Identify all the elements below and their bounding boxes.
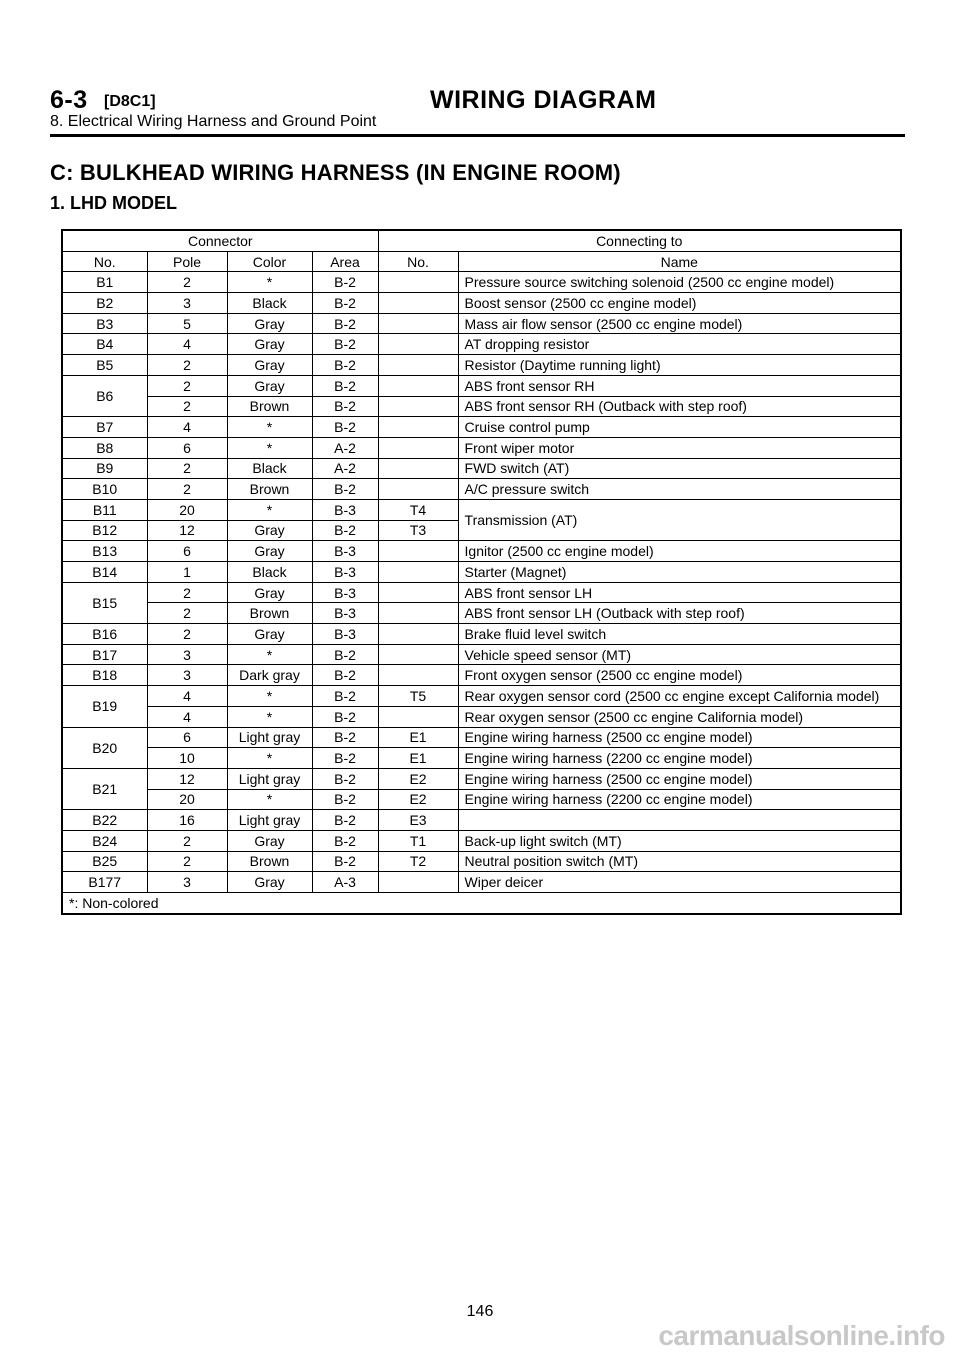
cell-area: A-2 [312,458,378,479]
cell-no: B3 [62,313,147,334]
header-title: WIRING DIAGRAM [430,86,657,114]
table-row [62,872,901,893]
col-header-color: Color [227,251,312,272]
cell-no: B6 [62,375,147,416]
cell-name: Pressure source switching solenoid (2500 cc engine model) [458,272,901,293]
cell-no: B18 [62,665,147,686]
cell-color: * [227,272,312,293]
cell-name: ABS front sensor RH [458,375,901,396]
cell-color: Gray [227,313,312,334]
cell-no: B177 [62,872,147,893]
cell-color: Brown [227,603,312,624]
cell-area: B-3 [312,603,378,624]
table-row [62,499,901,520]
table-row [62,706,901,727]
col-header-area: Area [312,251,378,272]
cell-area: B-2 [312,810,378,831]
table-row [62,375,901,396]
cell-name: FWD switch (AT) [458,458,901,479]
table-row [62,768,901,789]
table-row [62,665,901,686]
cell-connect-no [378,334,458,355]
cell-color: Light gray [227,727,312,748]
cell-area: B-3 [312,562,378,583]
cell-name: Cruise control pump [458,417,901,438]
harness-table [61,229,902,915]
page-header [50,86,905,136]
cell-area: B-2 [312,830,378,851]
cell-area: B-2 [312,334,378,355]
table-row [62,748,901,769]
cell-connect-no: T2 [378,851,458,872]
cell-name: Neutral position switch (MT) [458,851,901,872]
cell-name: Transmission (AT) [458,499,901,540]
cell-no: B24 [62,830,147,851]
cell-color: Gray [227,355,312,376]
cell-name: Back-up light switch (MT) [458,830,901,851]
cell-connect-no [378,375,458,396]
cell-name: Boost sensor (2500 cc engine model) [458,293,901,314]
col-header-name: Name [458,251,901,272]
cell-connect-no: E2 [378,768,458,789]
table-row [62,541,901,562]
cell-color: Black [227,458,312,479]
cell-connect-no: E3 [378,810,458,831]
cell-color: * [227,644,312,665]
cell-name: Rear oxygen sensor cord (2500 cc engine except California model) [458,686,901,707]
cell-color: * [227,789,312,810]
cell-area: B-2 [312,748,378,769]
cell-color: * [227,499,312,520]
table-row [62,313,901,334]
cell-color: Gray [227,541,312,562]
cell-name: Engine wiring harness (2500 cc engine model) [458,768,901,789]
group-header-row [62,230,901,251]
watermark: carmanualsonline.info [658,1320,945,1351]
cell-pole: 6 [147,437,227,458]
table-row [62,851,901,872]
cell-name: Engine wiring harness (2500 cc engine model) [458,727,901,748]
table-note-row [62,893,901,914]
table-row [62,458,901,479]
cell-pole: 4 [147,706,227,727]
cell-no: B13 [62,541,147,562]
cell-pole: 5 [147,313,227,334]
cell-area: B-3 [312,541,378,562]
cell-name: ABS front sensor LH (Outback with step roof) [458,603,901,624]
cell-pole: 20 [147,789,227,810]
cell-color: Black [227,562,312,583]
cell-connect-no: T5 [378,686,458,707]
cell-pole: 3 [147,872,227,893]
cell-color: Brown [227,479,312,500]
table-row [62,437,901,458]
cell-connect-no [378,624,458,645]
connecting-group-header: Connecting to [378,230,901,251]
cell-connect-no: E1 [378,748,458,769]
cell-pole: 6 [147,727,227,748]
section-code: [D8C1] [104,93,156,110]
table-row [62,582,901,603]
cell-connect-no [378,872,458,893]
cell-connect-no [378,665,458,686]
cell-pole: 2 [147,479,227,500]
cell-area: B-2 [312,417,378,438]
page-number: 146 [466,1303,494,1320]
cell-pole: 3 [147,293,227,314]
cell-pole: 3 [147,644,227,665]
cell-color: * [227,706,312,727]
cell-no: B4 [62,334,147,355]
cell-connect-no [378,479,458,500]
cell-color: Gray [227,872,312,893]
cell-color: Brown [227,851,312,872]
cell-name: Brake fluid level switch [458,624,901,645]
cell-no: B10 [62,479,147,500]
cell-area: B-2 [312,851,378,872]
cell-area: B-2 [312,375,378,396]
table-row [62,810,901,831]
cell-no: B17 [62,644,147,665]
cell-no: B12 [62,520,147,541]
cell-no: B15 [62,582,147,623]
cell-connect-no [378,541,458,562]
cell-area: B-2 [312,293,378,314]
cell-connect-no [378,437,458,458]
cell-name: Front wiper motor [458,437,901,458]
table-row [62,603,901,624]
cell-area: B-2 [312,686,378,707]
connector-group-header: Connector [62,230,378,251]
cell-connect-no [378,313,458,334]
cell-pole: 2 [147,272,227,293]
table-row [62,396,901,417]
cell-area: B-2 [312,644,378,665]
cell-pole: 12 [147,768,227,789]
cell-pole: 4 [147,334,227,355]
cell-no: B9 [62,458,147,479]
col-header-connect-no: No. [378,251,458,272]
table-row [62,789,901,810]
cell-pole: 2 [147,355,227,376]
cell-no: B16 [62,624,147,645]
cell-name: ABS front sensor LH [458,582,901,603]
table-row [62,830,901,851]
cell-connect-no [378,458,458,479]
cell-connect-no [378,355,458,376]
cell-area: B-3 [312,624,378,645]
cell-connect-no [378,644,458,665]
cell-pole: 2 [147,624,227,645]
cell-pole: 4 [147,686,227,707]
cell-name: Starter (Magnet) [458,562,901,583]
cell-no: B5 [62,355,147,376]
cell-name: Wiper deicer [458,872,901,893]
column-header-row [62,251,901,272]
cell-pole: 2 [147,396,227,417]
cell-connect-no: E2 [378,789,458,810]
cell-area: A-2 [312,437,378,458]
cell-no: B21 [62,768,147,809]
cell-pole: 2 [147,582,227,603]
cell-no: B20 [62,727,147,768]
cell-connect-no [378,396,458,417]
table-footnote: *: Non-colored [62,893,901,914]
table-row [62,272,901,293]
cell-connect-no: T1 [378,830,458,851]
table-row [62,355,901,376]
cell-pole: 1 [147,562,227,583]
page-heading: C: BULKHEAD WIRING HARNESS (IN ENGINE ROOM) [50,160,621,185]
cell-pole: 2 [147,603,227,624]
cell-connect-no: T3 [378,520,458,541]
cell-pole: 3 [147,665,227,686]
header-rule [50,134,905,137]
cell-name [458,810,901,831]
cell-color: Gray [227,334,312,355]
cell-color: Light gray [227,810,312,831]
table-row [62,624,901,645]
cell-no: B14 [62,562,147,583]
cell-pole: 10 [147,748,227,769]
cell-color: Gray [227,520,312,541]
table-row [62,417,901,438]
cell-area: B-2 [312,479,378,500]
cell-color: Light gray [227,768,312,789]
cell-connect-no [378,582,458,603]
cell-connect-no [378,272,458,293]
header-subtitle: 8. Electrical Wiring Harness and Ground Point [50,113,377,130]
cell-name: Engine wiring harness (2200 cc engine model) [458,748,901,769]
cell-area: B-3 [312,499,378,520]
cell-name: Front oxygen sensor (2500 cc engine model) [458,665,901,686]
cell-no: B2 [62,293,147,314]
table-row [62,562,901,583]
cell-pole: 4 [147,417,227,438]
cell-no: B1 [62,272,147,293]
cell-pole: 20 [147,499,227,520]
cell-color: * [227,417,312,438]
cell-pole: 2 [147,830,227,851]
cell-pole: 16 [147,810,227,831]
cell-area: A-3 [312,872,378,893]
cell-connect-no [378,706,458,727]
cell-no: B25 [62,851,147,872]
cell-name: AT dropping resistor [458,334,901,355]
section-number: 6-3 [50,86,88,114]
cell-pole: 2 [147,458,227,479]
cell-connect-no [378,417,458,438]
cell-color: Dark gray [227,665,312,686]
cell-area: B-3 [312,582,378,603]
cell-area: B-2 [312,396,378,417]
cell-color: * [227,437,312,458]
col-header-pole: Pole [147,251,227,272]
table-row [62,334,901,355]
cell-connect-no: T4 [378,499,458,520]
cell-area: B-2 [312,789,378,810]
col-header-no: No. [62,251,147,272]
cell-area: B-2 [312,313,378,334]
cell-connect-no [378,293,458,314]
cell-area: B-2 [312,665,378,686]
cell-color: Black [227,293,312,314]
cell-no: B11 [62,499,147,520]
cell-name: A/C pressure switch [458,479,901,500]
cell-area: B-2 [312,272,378,293]
cell-name: ABS front sensor RH (Outback with step roof) [458,396,901,417]
cell-no: B19 [62,686,147,727]
table-row [62,727,901,748]
cell-area: B-2 [312,355,378,376]
cell-color: * [227,748,312,769]
cell-color: Gray [227,624,312,645]
cell-color: Gray [227,375,312,396]
cell-color: Brown [227,396,312,417]
cell-pole: 2 [147,375,227,396]
cell-no: B7 [62,417,147,438]
cell-area: B-2 [312,706,378,727]
cell-connect-no [378,562,458,583]
cell-connect-no: E1 [378,727,458,748]
cell-area: B-2 [312,768,378,789]
table-row [62,686,901,707]
cell-pole: 6 [147,541,227,562]
cell-color: Gray [227,830,312,851]
cell-area: B-2 [312,727,378,748]
cell-pole: 2 [147,851,227,872]
cell-name: Mass air flow sensor (2500 cc engine model) [458,313,901,334]
cell-name: Ignitor (2500 cc engine model) [458,541,901,562]
cell-name: Vehicle speed sensor (MT) [458,644,901,665]
cell-area: B-2 [312,520,378,541]
cell-connect-no [378,603,458,624]
page-subheading: 1. LHD MODEL [50,193,178,213]
table-row [62,644,901,665]
cell-name: Engine wiring harness (2200 cc engine model) [458,789,901,810]
cell-no: B8 [62,437,147,458]
cell-name: Resistor (Daytime running light) [458,355,901,376]
cell-name: Rear oxygen sensor (2500 cc engine California model) [458,706,901,727]
table-row [62,479,901,500]
table-row [62,293,901,314]
cell-color: Gray [227,582,312,603]
cell-no: B22 [62,810,147,831]
cell-color: * [227,686,312,707]
cell-pole: 12 [147,520,227,541]
